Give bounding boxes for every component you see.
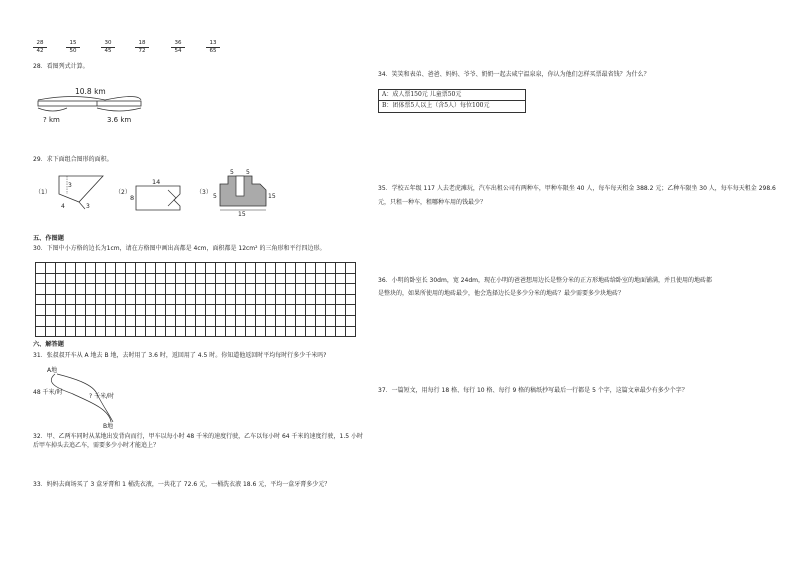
grid-cell xyxy=(176,315,186,326)
grid-cell xyxy=(146,263,156,274)
grid-cell xyxy=(36,263,46,274)
grid-cell xyxy=(186,315,196,326)
grid-cell xyxy=(166,305,176,316)
grid-cell xyxy=(316,294,326,305)
grid-cell xyxy=(256,326,266,337)
grid-cell xyxy=(336,315,346,326)
question-37-text: 37．一篇短文，用每行 18 格、每行 10 格、每行 9 格的稿纸抄写最后一行都是 5 个字，这篇文章最少有多少个字？ xyxy=(378,387,688,394)
grid-cell xyxy=(196,263,206,274)
grid-cell xyxy=(226,326,236,337)
grid-cell xyxy=(296,326,306,337)
grid-cell xyxy=(136,273,146,284)
grid-cell xyxy=(156,305,166,316)
grid-paper xyxy=(35,262,356,337)
grid-cell xyxy=(146,284,156,295)
fraction-6: $\frac{13}{65}$ xyxy=(206,40,220,55)
fig3-right: 15 xyxy=(268,193,276,200)
grid-cell xyxy=(136,263,146,274)
grid-cell xyxy=(166,284,176,295)
grid-cell xyxy=(246,315,256,326)
grid-cell xyxy=(196,284,206,295)
grid-cell xyxy=(236,315,246,326)
grid-cell xyxy=(316,284,326,295)
question-35-text: 35．学校五年级 117 人去老虎滩玩，汽车出租公司有两种车，甲种车限坐 40 人，每车每天租金 388.2 元；乙种车限坐 30 人，每车每天租金 298.6 元，只租一种车，租哪种车用的钱最少？ xyxy=(378,185,776,206)
grid-cell xyxy=(226,263,236,274)
grid-cell xyxy=(276,305,286,316)
grid-cell xyxy=(46,284,56,295)
grid-cell xyxy=(286,263,296,274)
grid-cell xyxy=(316,326,326,337)
grid-cell xyxy=(66,326,76,337)
grid-cell xyxy=(156,284,166,295)
grid-cell xyxy=(76,263,86,274)
question-28-text: 28．看图列式计算。 xyxy=(33,63,89,70)
grid-cell xyxy=(186,284,196,295)
grid-cell xyxy=(266,326,276,337)
grid-cell xyxy=(46,326,56,337)
grid-cell xyxy=(296,315,306,326)
grid-cell xyxy=(346,284,356,295)
grid-cell xyxy=(156,263,166,274)
figure-2-number: （2） xyxy=(115,189,131,196)
grid-cell xyxy=(96,294,106,305)
grid-cell xyxy=(296,284,306,295)
grid-cell xyxy=(316,273,326,284)
grid-cell xyxy=(256,273,266,284)
grid-cell xyxy=(256,305,266,316)
grid-cell xyxy=(306,284,316,295)
grid-cell xyxy=(46,273,56,284)
grid-cell xyxy=(176,294,186,305)
grid-cell xyxy=(106,315,116,326)
figure-1-number: （1） xyxy=(35,189,51,196)
grid-cell xyxy=(76,315,86,326)
grid-cell xyxy=(246,294,256,305)
grid-cell xyxy=(316,263,326,274)
question-34-text: 34．笑笑和表弟、爸爸、妈妈、爷爷、奶奶一起去咸宁温泉泉，你认为他们怎样买票最省钱？为什么？ xyxy=(378,71,650,78)
total-length-label: 10.8 km xyxy=(75,87,106,96)
grid-cell xyxy=(326,273,336,284)
price-option-b: B：团体票5人以上（含5人）每位100元 xyxy=(382,102,490,109)
grid-cell xyxy=(316,305,326,316)
grid-cell xyxy=(276,294,286,305)
grid-cell xyxy=(286,273,296,284)
total-brace xyxy=(38,97,141,101)
fig2-width: 14 xyxy=(152,178,161,186)
grid-cell xyxy=(96,284,106,295)
grid-cell xyxy=(116,263,126,274)
grid-cell xyxy=(86,294,96,305)
segment-bar xyxy=(38,101,141,106)
grid-cell xyxy=(306,273,316,284)
figure-1-trapezoid xyxy=(55,172,115,212)
grid-cell xyxy=(46,263,56,274)
grid-cell xyxy=(246,273,256,284)
grid-cell xyxy=(186,294,196,305)
grid-cell xyxy=(216,305,226,316)
grid-cell xyxy=(336,294,346,305)
grid-cell xyxy=(156,273,166,284)
grid-cell xyxy=(106,294,116,305)
grid-cell xyxy=(136,315,146,326)
grid-cell xyxy=(136,294,146,305)
grid-cell xyxy=(346,263,356,274)
grid-cell xyxy=(116,294,126,305)
grid-cell xyxy=(106,284,116,295)
grid-cell xyxy=(256,263,266,274)
price-option-a: A：成人票150元 儿童票50元 xyxy=(379,90,525,101)
known-length-label: 3.6 km xyxy=(107,116,132,124)
grid-cell xyxy=(326,284,336,295)
grid-cell xyxy=(226,284,236,295)
grid-cell xyxy=(266,294,276,305)
fraction-4: $\frac{18}{72}$ xyxy=(135,40,149,55)
grid-cell xyxy=(86,326,96,337)
grid-cell xyxy=(216,326,226,337)
grid-cell xyxy=(296,263,306,274)
grid-cell xyxy=(56,273,66,284)
grid-cell xyxy=(126,315,136,326)
grid-cell xyxy=(236,326,246,337)
grid-cell xyxy=(56,294,66,305)
grid-cell xyxy=(336,273,346,284)
grid-cell xyxy=(76,294,86,305)
grid-cell xyxy=(116,315,126,326)
grid-cell xyxy=(326,294,336,305)
grid-cell xyxy=(166,315,176,326)
grid-cell xyxy=(266,315,276,326)
grid-cell xyxy=(196,326,206,337)
grid-cell xyxy=(266,284,276,295)
grid-cell xyxy=(306,315,316,326)
grid-cell xyxy=(216,263,226,274)
grid-cell xyxy=(266,263,276,274)
grid-cell xyxy=(246,326,256,337)
point-b-label: B地 xyxy=(103,423,114,430)
question-33-text: 33．妈妈去商场买了 3 盒牙膏和 1 桶洗衣液，一共花了 72.6 元，一桶洗衣液 18.6 元，平均一盒牙膏多少元？ xyxy=(33,481,331,488)
grid-cell xyxy=(186,263,196,274)
section-6-heading: 六、解答题 xyxy=(33,341,64,348)
grid-cell xyxy=(226,315,236,326)
section-5-heading: 五、作图题 xyxy=(33,235,64,242)
grid-cell xyxy=(256,294,266,305)
grid-cell xyxy=(146,326,156,337)
fraction-3: $\frac{30}{45}$ xyxy=(101,40,115,55)
fraction-1: $\frac{28}{42}$ xyxy=(33,40,47,55)
grid-cell xyxy=(176,326,186,337)
grid-cell xyxy=(136,284,146,295)
grid-cell xyxy=(346,326,356,337)
grid-cell xyxy=(146,315,156,326)
grid-cell xyxy=(276,315,286,326)
grid-cell xyxy=(106,305,116,316)
grid-cell xyxy=(166,326,176,337)
grid-cell xyxy=(86,273,96,284)
right-brace xyxy=(97,108,141,111)
grid-cell xyxy=(66,273,76,284)
question-30-text: 30．下图中小方格的边长为1cm，请在方格图中画出高都是 4cm，面积都是 12cm² 的三角形和平行四边形。 xyxy=(33,245,326,252)
grid-cell xyxy=(56,315,66,326)
grid-cell xyxy=(56,326,66,337)
grid-cell xyxy=(286,305,296,316)
grid-cell xyxy=(276,284,286,295)
grid-cell xyxy=(306,326,316,337)
grid-cell xyxy=(236,273,246,284)
grid-cell xyxy=(336,284,346,295)
grid-cell xyxy=(256,315,266,326)
grid-cell xyxy=(206,305,216,316)
grid-cell xyxy=(126,294,136,305)
grid-cell xyxy=(36,326,46,337)
grid-cell xyxy=(216,284,226,295)
grid-cell xyxy=(206,284,216,295)
question-36-text: 36．小明的卧室长 30dm，宽 24dm，现在小明的爸爸想用边长是整分米的正方形地砖给卧室的地面铺满，并且使用的地砖都是整块的，如果所使用的地砖最少，他会选择边长是多少分米的地砖？最少需要多少块地砖？ xyxy=(378,277,713,297)
fig1-base: 4 xyxy=(61,203,65,210)
grid-cell xyxy=(126,263,136,274)
grid-cell xyxy=(236,294,246,305)
grid-cell xyxy=(276,263,286,274)
fraction-2: $\frac{15}{50}$ xyxy=(66,40,80,55)
question-31-text: 31．张叔叔开车从 A 地去 B 地，去时用了 3.6 时，返回用了 4.5 时。你知道他返回时平均每时行多少千米吗? xyxy=(33,352,327,359)
grid-cell xyxy=(116,284,126,295)
grid-cell xyxy=(146,294,156,305)
grid-cell xyxy=(116,305,126,316)
grid-cell xyxy=(326,305,336,316)
figure-2-rectangle xyxy=(128,176,188,212)
grid-cell xyxy=(176,263,186,274)
ticket-price-table xyxy=(378,89,526,113)
grid-cell xyxy=(166,294,176,305)
grid-cell xyxy=(66,294,76,305)
grid-cell xyxy=(336,305,346,316)
grid-cell xyxy=(276,273,286,284)
grid-cell xyxy=(206,315,216,326)
grid-cell xyxy=(76,273,86,284)
grid-cell xyxy=(176,284,186,295)
grid-cell xyxy=(156,315,166,326)
grid-cell xyxy=(126,273,136,284)
grid-cell xyxy=(226,273,236,284)
grid-cell xyxy=(136,326,146,337)
figure-3-composite xyxy=(208,168,283,218)
grid-cell xyxy=(206,263,216,274)
grid-cell xyxy=(206,273,216,284)
grid-cell xyxy=(166,263,176,274)
grid-cell xyxy=(226,305,236,316)
grid-cell xyxy=(126,326,136,337)
grid-cell xyxy=(126,305,136,316)
grid-cell xyxy=(96,315,106,326)
grid-cell xyxy=(236,305,246,316)
grid-cell xyxy=(36,284,46,295)
grid-cell xyxy=(66,263,76,274)
grid-cell xyxy=(246,305,256,316)
grid-cell xyxy=(136,305,146,316)
speed-return-label: ? 千米/时 xyxy=(89,393,115,400)
grid-cell xyxy=(306,263,316,274)
grid-cell xyxy=(186,305,196,316)
grid-cell xyxy=(326,263,336,274)
grid-cell xyxy=(96,305,106,316)
fig3-bottom: 15 xyxy=(238,211,246,218)
grid-cell xyxy=(196,315,206,326)
grid-cell xyxy=(36,273,46,284)
grid-cell xyxy=(46,294,56,305)
grid-cell xyxy=(36,294,46,305)
grid-cell xyxy=(36,305,46,316)
grid-cell xyxy=(146,273,156,284)
grid-cell xyxy=(206,294,216,305)
grid-cell xyxy=(86,284,96,295)
grid-cell xyxy=(216,273,226,284)
grid-cell xyxy=(146,305,156,316)
grid-cell xyxy=(246,284,256,295)
grid-cell xyxy=(286,326,296,337)
grid-cell xyxy=(186,273,196,284)
grid-cell xyxy=(46,315,56,326)
grid-cell xyxy=(156,326,166,337)
grid-cell xyxy=(216,294,226,305)
grid-cell xyxy=(156,294,166,305)
grid-cell xyxy=(66,315,76,326)
left-brace xyxy=(38,108,67,111)
grid-cell xyxy=(296,273,306,284)
grid-cell xyxy=(66,284,76,295)
grid-cell xyxy=(76,305,86,316)
grid-cell xyxy=(266,273,276,284)
grid-cell xyxy=(346,315,356,326)
grid-cell xyxy=(46,305,56,316)
grid-cell xyxy=(346,305,356,316)
grid-cell xyxy=(256,284,266,295)
grid-cell xyxy=(226,294,236,305)
grid-cell xyxy=(56,284,66,295)
grid-cell xyxy=(106,263,116,274)
grid-cell xyxy=(86,305,96,316)
grid-cell xyxy=(316,315,326,326)
grid-cell xyxy=(326,315,336,326)
grid-cell xyxy=(126,284,136,295)
grid-cell xyxy=(196,273,206,284)
grid-cell xyxy=(236,263,246,274)
grid-cell xyxy=(66,305,76,316)
grid-cell xyxy=(346,294,356,305)
point-a-label: A地 xyxy=(47,367,58,374)
fig3-left: 5 xyxy=(213,193,217,200)
fig3-top-left: 5 xyxy=(230,169,234,176)
grid-cell xyxy=(186,326,196,337)
grid-cell xyxy=(86,263,96,274)
grid-cell xyxy=(36,315,46,326)
grid-cell xyxy=(306,294,316,305)
grid-cell xyxy=(336,326,346,337)
grid-cell xyxy=(266,305,276,316)
grid-cell xyxy=(96,263,106,274)
grid-cell xyxy=(306,305,316,316)
grid-cell xyxy=(116,326,126,337)
grid-cell xyxy=(326,326,336,337)
grid-cell xyxy=(166,273,176,284)
grid-cell xyxy=(86,315,96,326)
grid-cell xyxy=(296,305,306,316)
grid-cell xyxy=(96,326,106,337)
grid-cell xyxy=(56,263,66,274)
grid-cell xyxy=(206,326,216,337)
question-29-text: 29．求下面组合图形的面积。 xyxy=(33,156,113,163)
figure-3-number: （3） xyxy=(196,189,212,196)
fraction-5: $\frac{36}{54}$ xyxy=(171,40,185,55)
segment-diagram xyxy=(33,84,148,126)
grid-cell xyxy=(96,273,106,284)
grid-cell xyxy=(286,284,296,295)
grid-cell xyxy=(76,284,86,295)
grid-cell xyxy=(116,273,126,284)
grid-cell xyxy=(176,273,186,284)
grid-cell xyxy=(56,305,66,316)
grid-cell xyxy=(286,294,296,305)
grid-cell xyxy=(76,326,86,337)
grid-cell xyxy=(106,326,116,337)
route-diagram xyxy=(33,364,143,430)
question-32-text: 32．甲、乙两车同时从某地出发背向而行，甲车以每小时 48 千米的速度行驶，乙车以每小时 64 千米的速度行驶，1.5 小时后甲车掉头去追乙车，需要多少小时才能追上？ xyxy=(33,433,363,449)
grid-cell xyxy=(296,294,306,305)
fig2-height: 8 xyxy=(130,194,135,202)
fig1-height: 3 xyxy=(68,182,72,189)
grid-cell xyxy=(106,273,116,284)
grid-cell xyxy=(336,263,346,274)
grid-cell xyxy=(286,315,296,326)
grid-cell xyxy=(196,294,206,305)
speed-going-label: 48 千米/时 xyxy=(33,389,63,396)
fig3-top-right: 5 xyxy=(246,169,250,176)
unknown-length-label: ? km xyxy=(43,116,60,124)
grid-cell xyxy=(176,305,186,316)
grid-cell xyxy=(346,273,356,284)
fig1-side: 3 xyxy=(86,203,90,210)
grid-cell xyxy=(246,263,256,274)
grid-cell xyxy=(236,284,246,295)
grid-cell xyxy=(276,326,286,337)
grid-cell xyxy=(196,305,206,316)
grid-cell xyxy=(216,315,226,326)
